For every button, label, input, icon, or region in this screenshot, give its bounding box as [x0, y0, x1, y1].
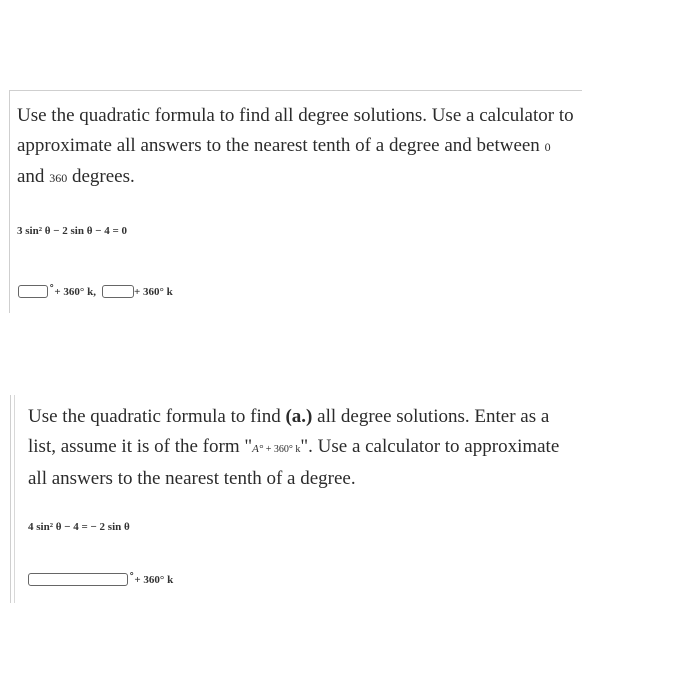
equation-1: 3 sin² θ − 2 sin θ − 4 = 0 [17, 225, 127, 237]
question-2-text-b: all degree solutions. Enter as a list, assume it is of the form " [28, 406, 550, 457]
question-2-text-c: ". Use a calculator to approximate all answers to the nearest tenth of a degree. [28, 435, 560, 489]
answer-2-suffix: + 360° k [133, 286, 173, 298]
answer-1-suffix: + 360° k, [54, 286, 96, 298]
question-2-prompt [28, 402, 573, 494]
lower-bound: 0 [544, 139, 551, 154]
answer-input-2[interactable] [102, 285, 134, 298]
question-2-bold: (a.) [285, 406, 313, 427]
degree-symbol: ∘ [49, 280, 55, 292]
answer-input-3[interactable] [28, 573, 128, 586]
question-2-text-a: Use the quadratic formula to find [28, 406, 286, 427]
form-a: A° [252, 442, 264, 455]
question-card-2 [10, 395, 571, 603]
question-1-and: and [17, 166, 50, 187]
answer-input-1[interactable] [18, 285, 48, 298]
form-rest: + 360° k [263, 443, 301, 455]
degree-symbol-2: ∘ [129, 568, 135, 580]
upper-bound: 360 [49, 171, 68, 185]
question-1-text: Use the quadratic formula to find all degree solutions. Use a calculator to approximate all answers to the nearest tenth of a degree and between [17, 105, 574, 156]
answer-row-2 [28, 568, 174, 586]
equation-2: 4 sin² θ − 4 = − 2 sin θ [28, 521, 130, 533]
question-card-1 [9, 90, 582, 313]
answer-3-suffix: + 360° k [134, 574, 174, 586]
question-1-end: degrees. [67, 166, 135, 187]
answer-row-1 [18, 280, 173, 298]
question-1-prompt [17, 101, 577, 194]
